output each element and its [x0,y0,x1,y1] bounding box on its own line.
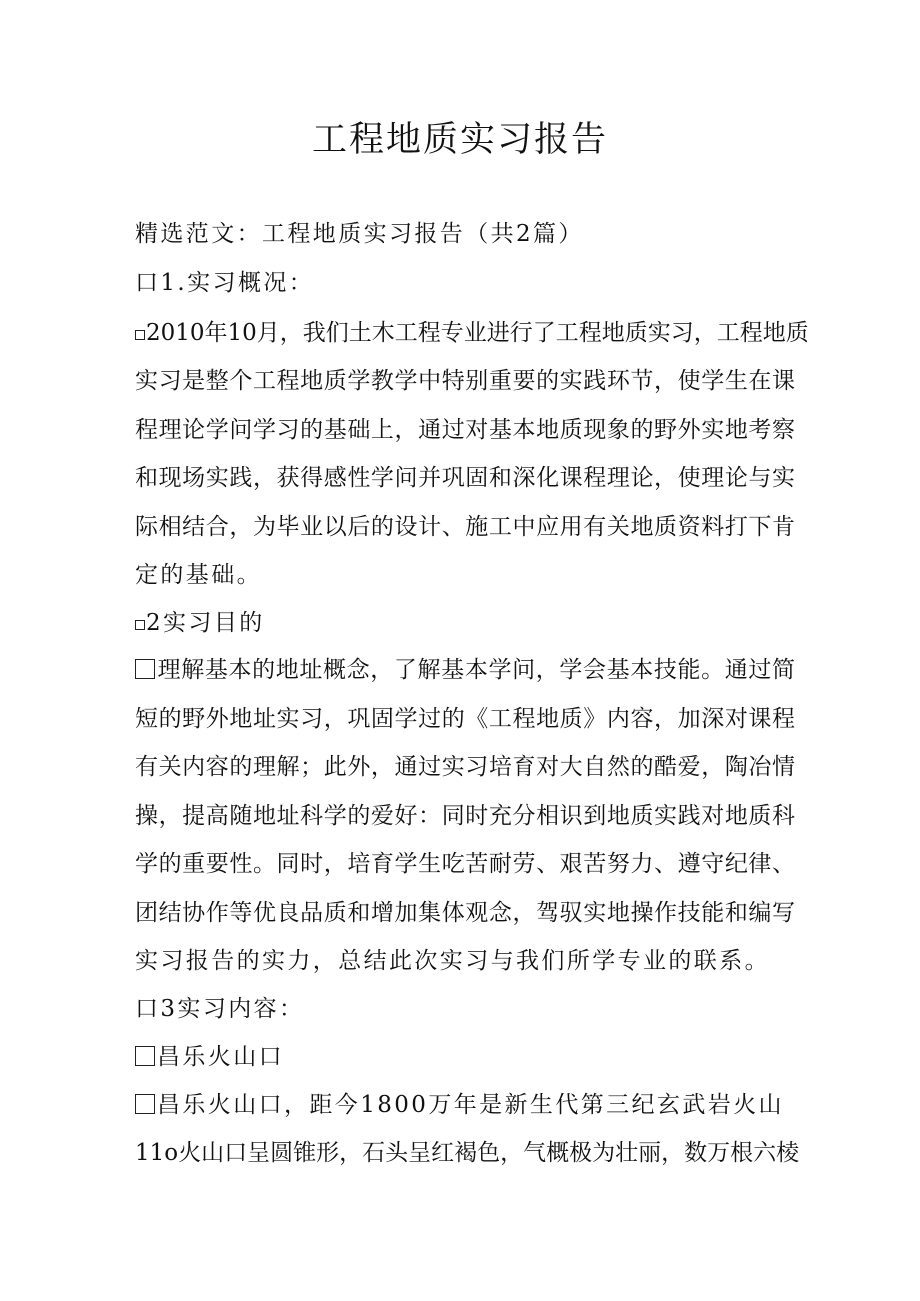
section-heading-purpose: 2实习目的 [135,608,795,638]
paragraph-line: 定的基础。 [135,562,262,588]
paragraph-line: 理解基本的地址概念，了解基本学问，学会基本技能。通过简 [135,655,795,685]
checkbox-small-icon [135,330,145,340]
paragraph-line: 昌乐火山口，距今1800万年是新生代第三纪玄武岩火山 [135,1090,795,1120]
paragraph-line: 短的野外地址实习，巩固学过的《工程地质》内容，加深对课程 [135,706,795,732]
checkbox-icon [135,1046,155,1066]
intro-line: 精选范文：工程地质实习报告（共2篇） [135,221,584,247]
paragraph-line: 2010年10月，我们土木工程专业进行了工程地质实习，工程地质 [135,318,795,348]
paragraph-line: 程理论学问学习的基础上，通过对基本地质现象的野外实地考察 [135,417,795,443]
paragraph-line: 11o火山口呈圆锥形，石头呈红褐色，气概极为壮丽，数万根六棱 [135,1140,800,1166]
checkbox-icon [135,659,155,679]
document-title: 工程地质实习报告 [311,120,608,160]
paragraph-line: 实习是整个工程地质学教学中特别重要的实践环节，使学生在课 [135,368,795,394]
checkbox-icon [135,1094,155,1114]
paragraph-line: 学的重要性。同时，培育学生吃苦耐劳、艰苦努力、遵守纪律、 [135,851,795,877]
subheading-volcano: 昌乐火山口 [135,1042,795,1072]
paragraph-line: 实习报告的实力，总结此次实习与我们所学专业的联系。 [135,948,770,974]
paragraph-line: 和现场实践，获得感性学问并巩固和深化课程理论，使理论与实 [135,465,795,491]
paragraph-line: 操，提高随地址科学的爱好：同时充分相识到地质实践对地质科 [135,803,795,829]
section-heading-overview: 口1.实习概况： [135,270,315,296]
paragraph-line: 团结协作等优良品质和增加集体观念，驾驭实地操作技能和编写 [135,900,795,926]
checkbox-small-icon [135,620,145,630]
paragraph-line: 际相结合，为毕业以后的设计、施工中应用有关地质资料打下肯 [135,514,795,540]
paragraph-line: 有关内容的理解；此外，通过实习培育对大自然的酷爱，陶冶情 [135,754,795,780]
section-heading-content: 口3实习内容： [135,996,305,1022]
